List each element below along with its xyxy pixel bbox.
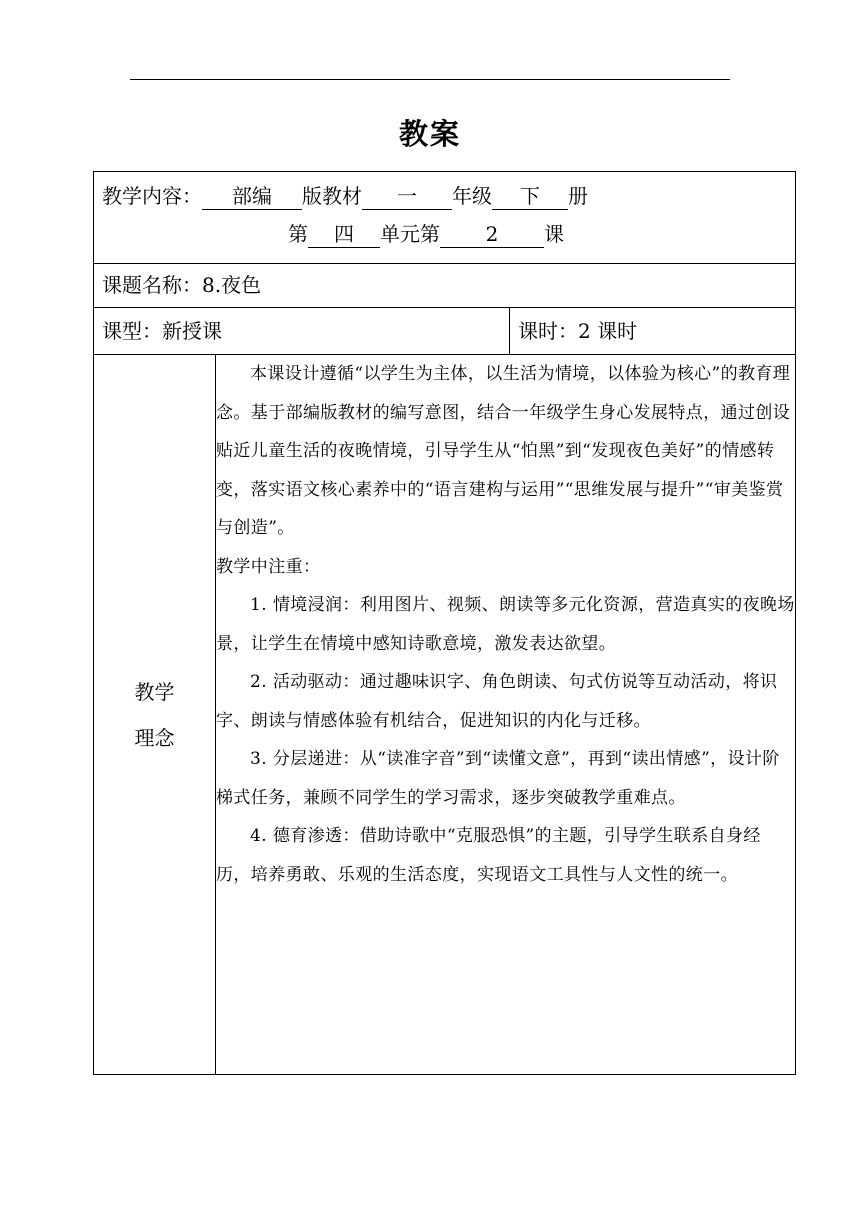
lesson-plan-table <box>93 171 796 1075</box>
header-rule <box>130 79 730 80</box>
volume-field: 下 <box>492 183 568 210</box>
lesson-type-value: 新授课 <box>162 319 222 343</box>
type-row <box>94 308 796 355</box>
philosophy-paragraph: 本课设计遵循“以学生为主体，以生活为情境，以体验为核心”的教育理念。基于部编版教材的编写意图，结合一年级学生身心发展特点，通过创设贴近儿童生活的夜晚情境，引导学生从“怕黑”到“发现夜色美好”的情感转变，落实语文核心素养中的“语言建构与运用”“思维发展与提升”“审美鉴赏与创造”。 <box>216 364 791 538</box>
grade-suffix: 年级 <box>452 184 492 208</box>
topic-row <box>94 264 796 308</box>
philosophy-paragraph: 3. 分层递进：从“读准字音”到“读懂文意”，再到“读出情感”，设计阶梯式任务，兼顾不同学生的学习需求，逐步突破教学重难点。 <box>216 749 780 808</box>
unit-suffix: 单元第 <box>380 222 440 246</box>
content-row <box>94 172 796 264</box>
philosophy-label-cell <box>94 355 216 1075</box>
document-title: 教案 <box>398 117 461 151</box>
periods-value: 2 课时 <box>578 319 638 343</box>
unit-prefix: 第 <box>288 222 308 246</box>
philosophy-text-cell <box>216 355 796 1075</box>
topic-value: 8.夜色 <box>202 273 262 297</box>
philosophy-paragraph: 教学中注重： <box>216 556 321 577</box>
unit-field: 四 <box>308 221 380 248</box>
periods-cell <box>510 308 796 355</box>
lesson-type-cell <box>94 308 510 355</box>
content-label: 教学内容： <box>102 184 202 208</box>
publisher-field: 部编 <box>202 183 302 210</box>
content-line-1 <box>94 172 795 210</box>
philosophy-paragraph: 4. 德育渗透：借助诗歌中“克服恐惧”的主题，引导学生联系自身经历，培养勇敢、乐观的生活态度，实现语文工具性与人文性的统一。 <box>216 826 761 885</box>
volume-suffix: 册 <box>568 184 588 208</box>
content-line-2 <box>94 210 795 248</box>
philosophy-label-line1: 教学 <box>134 679 175 704</box>
philosophy-paragraph: 2. 活动驱动：通过趣味识字、角色朗读、句式仿说等互动活动，将识字、朗读与情感体验有机结合，促进知识的内化与迁移。 <box>216 672 778 731</box>
philosophy-paragraph: 1. 情境浸润：利用图片、视频、朗读等多元化资源，营造真实的夜晚场景，让学生在情境中感知诗歌意境，激发表达欲望。 <box>216 595 795 654</box>
topic-label: 课题名称： <box>102 273 202 297</box>
periods-label: 课时： <box>518 319 578 343</box>
philosophy-label-line2: 理念 <box>134 725 175 750</box>
topic-cell <box>94 264 796 308</box>
lesson-type-label: 课型： <box>102 319 162 343</box>
philosophy-row <box>94 355 796 1075</box>
lesson-field: 2 <box>440 221 544 248</box>
lesson-suffix: 课 <box>544 222 564 246</box>
grade-field: 一 <box>362 183 452 210</box>
content-cell <box>94 172 796 264</box>
publisher-suffix: 版教材 <box>302 184 362 208</box>
